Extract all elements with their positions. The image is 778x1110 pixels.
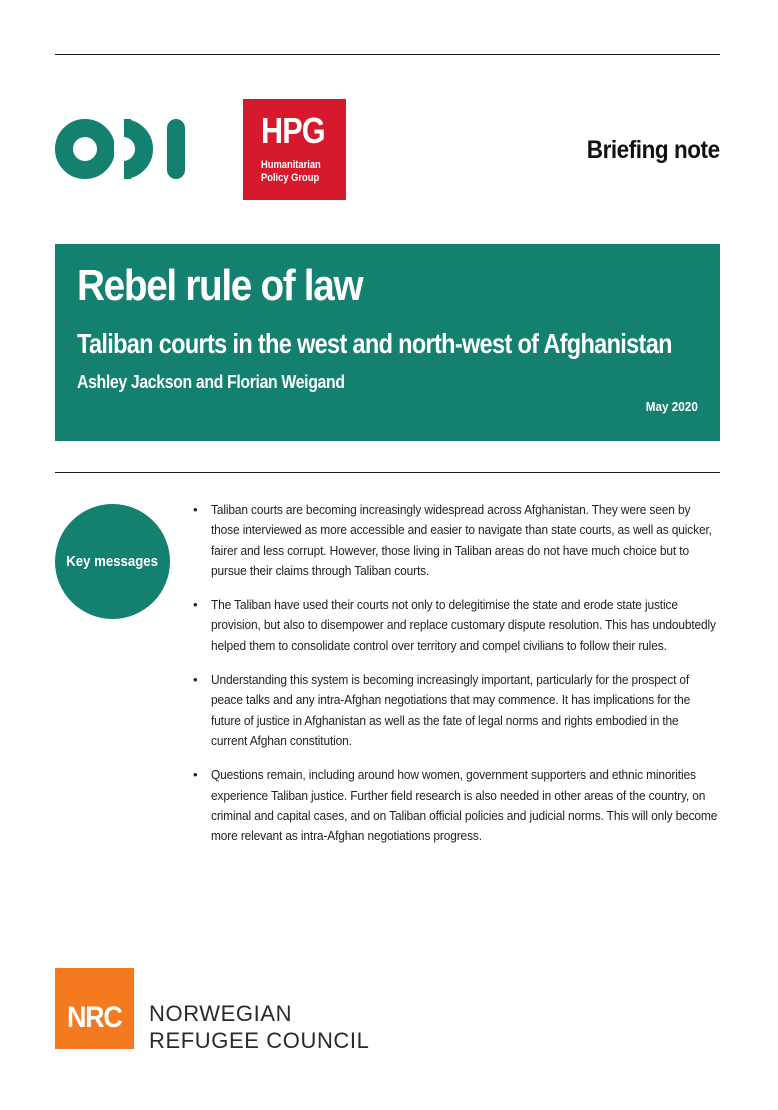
top-divider — [55, 54, 720, 55]
page-subtitle: Taliban courts in the west and north-west of Afghanistan — [77, 328, 672, 359]
bullet: • — [193, 767, 198, 783]
key-message-text: Taliban courts are becoming increasingly widespread across Afghanistan. They were seen by those interviewed as more accessible and easier to navigate than state courts, as well as quicker, fairer and less corrupt. However, those living in Taliban areas do not have much choice but to pursue their claims through Taliban courts. — [211, 502, 712, 578]
list-item — [189, 500, 724, 581]
hpg-logo — [243, 99, 346, 200]
hpg-name-line2: Policy Group — [261, 172, 320, 184]
key-message-text: Questions remain, including around how women, government supporters and ethnic minorities experience Taliban justice. Further field research is also needed in other areas of the country, on criminal and capital cases, and on Taliban official policies and judicial norms. This will only become more relevant as intra-Afghan negotiations progress. — [211, 767, 718, 844]
bullet: • — [193, 597, 198, 613]
odi-logo — [55, 118, 187, 180]
nrc-abbreviation: NRC — [67, 1000, 122, 1034]
list-item — [189, 595, 724, 656]
hpg-abbreviation: HPG — [261, 110, 325, 151]
list-item — [189, 670, 724, 751]
publication-date: May 2020 — [645, 399, 698, 414]
key-message-text: The Taliban have used their courts not only to delegitimise the state and erode state justice provision, but also to disempower and replace customary dispute resolution. This has undoubtedly helped them to consolidate control over territory and compel civilians to follow their rules. — [211, 597, 716, 653]
section-divider — [55, 472, 720, 473]
title-banner — [55, 244, 720, 441]
list-item — [189, 765, 724, 846]
page-title: Rebel rule of law — [77, 261, 363, 310]
key-message-text: Understanding this system is becoming increasingly important, particularly for the prospect of peace talks and any intra-Afghan negotiations that may commence. It has implications for the future of justice in Afghanistan as well as the fate of legal norms and rights embodied in the current Afghan constitution. — [211, 672, 691, 748]
nrc-name-line2: REFUGEE COUNCIL — [149, 1028, 370, 1053]
document-type: Briefing note — [587, 136, 720, 164]
hpg-name-line1: Humanitarian — [261, 159, 321, 171]
nrc-wordmark — [149, 1000, 369, 1054]
nrc-name-line1: NORWEGIAN — [149, 1001, 293, 1026]
bullet: • — [193, 502, 198, 517]
key-messages-badge — [55, 504, 170, 619]
authors: Ashley Jackson and Florian Weigand — [77, 372, 345, 392]
nrc-logo — [55, 968, 134, 1049]
key-messages-label: Key messages — [66, 553, 159, 570]
key-messages-list — [189, 500, 724, 860]
bullet: • — [193, 672, 198, 688]
